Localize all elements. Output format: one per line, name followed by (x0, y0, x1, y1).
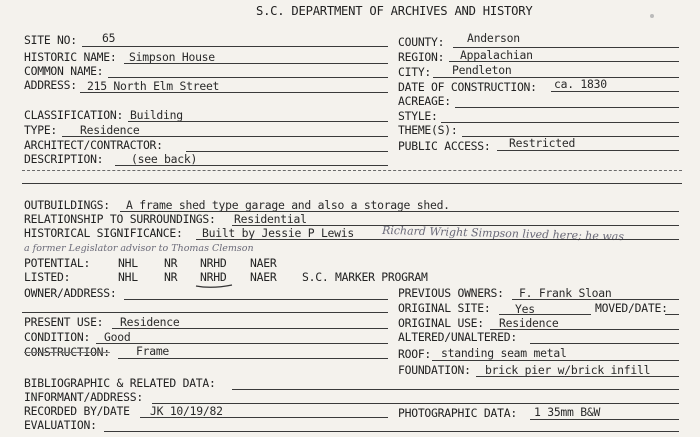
date-of-construction-value: ca. 1830 (554, 77, 607, 91)
region-line (449, 61, 679, 62)
evaluation-line (104, 431, 679, 432)
recorded-by-value: JK 10/19/82 (150, 404, 223, 418)
present-use-line (112, 328, 388, 329)
roof-label: ROOF: (398, 347, 432, 361)
potential-nhl[interactable]: NHL (118, 256, 138, 270)
nrhd-underline-mark (194, 283, 234, 289)
foundation-label: FOUNDATION: (398, 363, 471, 377)
themes-label: THEME(S): (398, 123, 458, 137)
photographic-label: PHOTOGRAPHIC DATA: (398, 406, 517, 420)
ink-speck (650, 14, 654, 18)
potential-nr[interactable]: NR (164, 256, 178, 270)
present-use-label: PRESENT USE: (24, 315, 104, 329)
potential-naer[interactable]: NAER (250, 256, 277, 270)
outbuildings-label: OUTBUILDINGS: (24, 198, 110, 212)
altered-line (530, 343, 679, 344)
relationship-value: Residential (234, 212, 307, 226)
historic-name-label: HISTORIC NAME: (24, 50, 117, 64)
relationship-label: RELATIONSHIP TO SURROUNDINGS: (24, 212, 216, 226)
previous-owners-line (512, 299, 679, 300)
architect-line (186, 151, 388, 152)
city-label: CITY: (398, 65, 432, 79)
informant-line (152, 403, 679, 404)
region-label: REGION: (398, 50, 445, 64)
construction-label: CONSTRUCTION: (24, 345, 110, 359)
previous-owners-label: PREVIOUS OWNERS: (398, 286, 504, 300)
listed-nr[interactable]: NR (164, 270, 178, 284)
construction-line (118, 358, 388, 359)
date-of-construction-line (551, 91, 679, 92)
site-no-label: SITE NO: (24, 33, 77, 47)
public-access-label: PUBLIC ACCESS: (398, 139, 491, 153)
informant-label: INFORMANT/ADDRESS: (24, 390, 143, 404)
common-name-line (108, 77, 388, 78)
historic-name-line (124, 63, 388, 64)
potential-nrhd[interactable]: NRHD (200, 256, 227, 270)
listed-nrhd[interactable]: NRHD (200, 270, 227, 284)
photographic-value: 1 35mm B&W (534, 405, 601, 419)
type-value: Residence (80, 123, 140, 137)
description-label: DESCRIPTION: (24, 152, 104, 166)
moved-date-line (665, 314, 679, 315)
style-label: STYLE: (398, 109, 438, 123)
region-value: Appalachian (460, 48, 533, 62)
historical-significance-handwritten-1: Richard Wright Simpson lived here; he was (381, 223, 625, 244)
foundation-line (476, 376, 679, 377)
description-rule-1 (22, 170, 682, 171)
historical-significance-handwritten-2: a former Legislator advisor to Thomas Clemson (24, 243, 254, 254)
original-site-label: ORIGINAL SITE: (398, 301, 491, 315)
roof-value: standing seam metal (441, 346, 567, 360)
address-label: ADDRESS: (24, 78, 77, 92)
roof-line (432, 360, 679, 361)
sc-marker-program: S.C. MARKER PROGRAM (302, 270, 428, 284)
public-access-line (497, 150, 679, 151)
recorded-by-line (140, 417, 388, 418)
condition-value: Good (104, 330, 131, 344)
outbuildings-value: A frame shed type garage and also a storage shed. (126, 198, 450, 212)
description-rule-2 (22, 183, 682, 184)
public-access-value: Restricted (509, 136, 576, 150)
classification-value: Building (130, 108, 183, 122)
city-value: Pendleton (452, 63, 512, 77)
address-value: 215 North Elm Street (87, 79, 220, 93)
original-site-line (499, 314, 591, 315)
owner-address-line-2 (22, 312, 388, 313)
acreage-label: ACREAGE: (398, 94, 451, 108)
description-line (115, 165, 388, 166)
recorded-by-label: RECORDED BY/DATE (24, 404, 130, 418)
listed-naer[interactable]: NAER (250, 270, 277, 284)
evaluation-label: EVALUATION: (24, 418, 97, 432)
type-label: TYPE: (24, 123, 58, 137)
altered-label: ALTERED/UNALTERED: (398, 330, 517, 344)
county-label: COUNTY: (398, 35, 445, 49)
original-use-value: Residence (499, 316, 559, 330)
type-line (62, 136, 388, 137)
description-value: (see back) (131, 152, 198, 166)
card-title: S.C. DEPARTMENT OF ARCHIVES AND HISTORY (256, 4, 533, 18)
site-no-line (82, 46, 388, 47)
condition-label: CONDITION: (24, 330, 91, 344)
listed-label: LISTED: (24, 270, 71, 284)
county-value: Anderson (467, 31, 520, 45)
historical-significance-line (196, 239, 679, 240)
address-line (80, 92, 388, 93)
moved-date-label: MOVED/DATE: (595, 301, 668, 315)
owner-address-label: OWNER/ADDRESS: (24, 286, 117, 300)
original-use-label: ORIGINAL USE: (398, 316, 484, 330)
style-line (441, 122, 679, 123)
listed-nhl[interactable]: NHL (118, 270, 138, 284)
construction-value: Frame (136, 344, 170, 358)
historical-significance-value: Built by Jessie P Lewis (202, 226, 354, 240)
original-use-line (490, 329, 679, 330)
classification-line (128, 121, 388, 122)
classification-label: CLASSIFICATION: (24, 108, 124, 122)
historical-significance-label: HISTORICAL SIGNIFICANCE: (24, 226, 183, 240)
potential-label: POTENTIAL: (24, 256, 91, 270)
photographic-line (530, 419, 679, 420)
original-site-value: Yes (515, 302, 535, 316)
bibliographic-line (232, 389, 679, 390)
bibliographic-label: BIBLIOGRAPHIC & RELATED DATA: (24, 376, 216, 390)
previous-owners-value: F. Frank Sloan (519, 286, 612, 300)
historic-name-value: Simpson House (129, 50, 215, 64)
architect-label: ARCHITECT/CONTRACTOR: (24, 138, 163, 152)
site-no-value: 65 (102, 31, 116, 45)
acreage-line (455, 107, 679, 108)
foundation-value: brick pier w/brick infill (485, 363, 651, 377)
date-of-construction-label: DATE OF CONSTRUCTION: (398, 80, 537, 94)
present-use-value: Residence (120, 315, 180, 329)
owner-address-line (124, 299, 388, 300)
common-name-label: COMMON NAME: (24, 64, 104, 78)
